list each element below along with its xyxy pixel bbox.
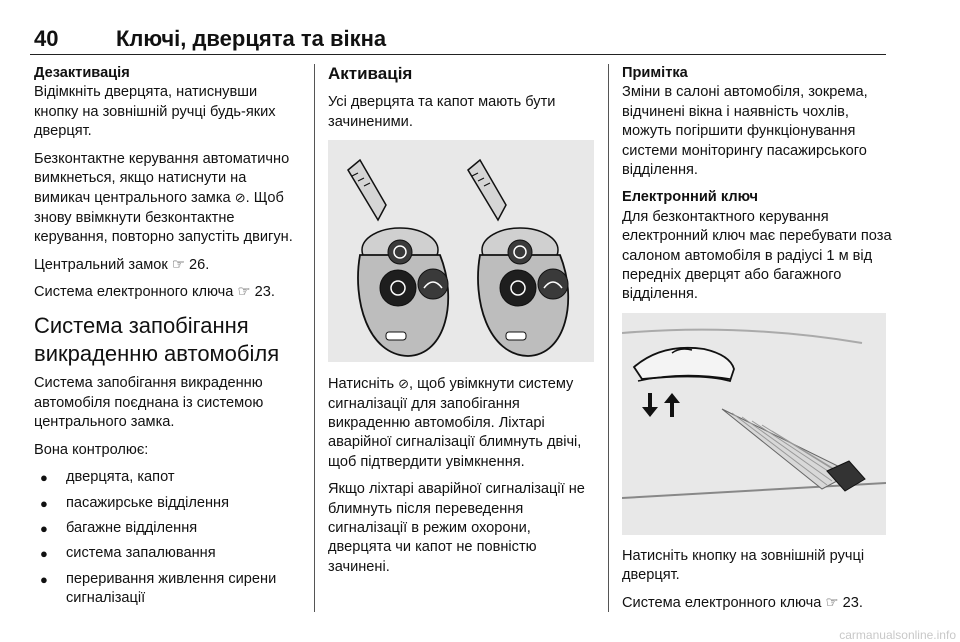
deactivation-text: Відімкніть дверцята, натиснувши кнопку на зовнішній ручці будь-яких дверцят. — [34, 84, 276, 140]
reference-arrow-icon: ☞ — [171, 256, 185, 273]
deactivation-heading: Дезактивація — [34, 65, 130, 81]
keyless-text: Безконтактне керування автоматично вимкнеться, якщо натиснути на вимикач центрального замка ⊘. Щоб знову ввімкнути безконтактне керування, повторно запустіть двигун. — [34, 150, 293, 246]
column-left — [34, 64, 304, 615]
door-handle-illustration — [622, 313, 886, 535]
watermark: carmanualsonline.info — [835, 628, 960, 642]
reference-arrow-icon: ☞ — [825, 594, 839, 611]
list-item: ● переривання живлення сирени сигналізації — [34, 570, 304, 609]
page-title: Ключі, дверцята та вікна — [116, 26, 387, 51]
key-fobs-illustration — [328, 140, 594, 362]
list-item: ● дверцята, капот — [34, 468, 304, 487]
section-text: Система запобігання викраденню автомобіля поєднана із системою центрального замка. — [34, 375, 264, 431]
hazard-text: Якщо ліхтарі аварійної сигналізації не блимнуть після переведення сигналізації в режим охорони, дверцята чи капот не повністю зачинені. — [328, 481, 585, 575]
column-right — [622, 64, 892, 621]
page-number: 40 — [34, 26, 59, 51]
note-heading: Примітка — [622, 65, 688, 81]
electronic-key-heading: Електронний ключ — [622, 189, 758, 206]
section-title: Система запобігання викраденню автомобіля — [34, 313, 280, 367]
list-item: ● багажне відділення — [34, 519, 304, 538]
reference-arrow-icon: ☞ — [237, 284, 251, 301]
lock-icon: ⊘ — [234, 190, 246, 206]
electronic-key-reference[interactable]: Система електронного ключа ☞ 23. — [622, 594, 863, 611]
controls-list — [34, 468, 304, 608]
lock-icon: ⊘ — [398, 376, 410, 392]
activation-heading: Активація — [328, 64, 413, 83]
activation-text: Усі дверцята та капот мають бути зачиненими. — [328, 94, 556, 130]
list-item: ● пасажирське відділення — [34, 494, 304, 513]
column-divider — [608, 64, 609, 612]
press-lock-text: Натисніть ⊘, щоб увімкнути систему сигналізації для запобігання викраденню автомобіля. Ліхтарі аварійної сигналізації блимнуть двічі, щоб підтвердити увімкнення. — [328, 376, 582, 470]
controls-intro: Вона контролює: — [34, 441, 149, 458]
list-item: ● система запалювання — [34, 544, 304, 563]
column-divider — [314, 64, 315, 612]
electronic-key-reference[interactable]: Система електронного ключа ☞ 23. — [34, 284, 275, 301]
electronic-key-text: Для безконтактного керування електронний ключ має перебувати поза салоном автомобіля в радіусі 1 м від передніх дверцят або багажного відділення. — [622, 208, 892, 303]
note-text: Зміни в салоні автомобіля, зокрема, відчинені вікна і наявність чохлів, можуть погіршити функціонування системи моніторингу пасажирського відділення. — [622, 84, 868, 179]
press-handle-text: Натисніть кнопку на зовнішній ручці дверцят. — [622, 547, 865, 584]
central-lock-reference[interactable]: Центральний замок ☞ 26. — [34, 256, 210, 273]
page-header — [30, 22, 886, 55]
column-middle — [328, 64, 594, 585]
